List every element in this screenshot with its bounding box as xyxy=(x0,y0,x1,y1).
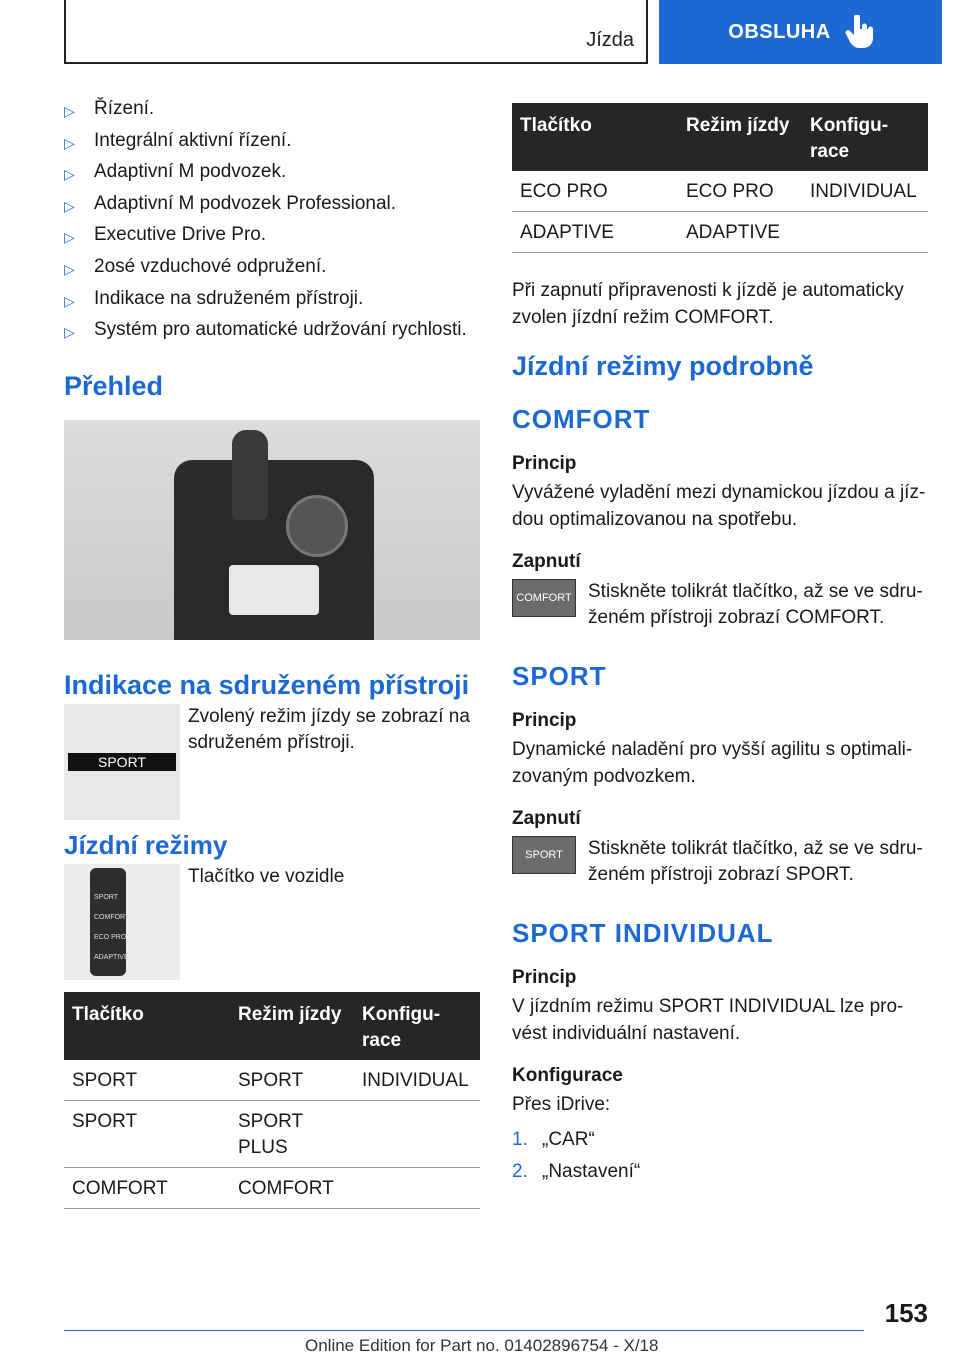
sport-individual-principle-text: V jízdním režimu SPORT INDIVIDUAL lze pro-vést individuální nastavení. xyxy=(512,996,904,1044)
table-header: Konfigu-race xyxy=(354,992,480,1060)
sport-button-image: SPORT xyxy=(512,836,576,874)
gear-selector-lever xyxy=(232,430,268,520)
modes-figure-row xyxy=(64,864,480,980)
comfort-principle-text: Vyvážené vyladění mezi dynamickou jízdou a jíz-dou optimalizovanou na spotřebu. xyxy=(512,482,926,530)
detail-heading: Jízdní režimy podrobně xyxy=(512,351,814,381)
list-item: ▷ Integrální aktivní řízení. xyxy=(64,128,480,160)
triangle-bullet-icon: ▷ xyxy=(64,292,75,309)
button-strip-labels: SPORT COMFORT ECO PRO ADAPTIVE xyxy=(94,893,130,961)
obsluha-tab[interactable] xyxy=(659,0,942,64)
table-header: Konfigu-race xyxy=(802,103,928,171)
triangle-bullet-icon: ▷ xyxy=(64,103,75,119)
table-row: SPORT SPORT PLUS xyxy=(64,1100,480,1167)
idrive-controller-knob xyxy=(286,495,348,557)
list-item: ▷ Systém pro automatické udržování rychlosti. xyxy=(64,317,480,349)
comfort-on-text: Stiskněte tolikrát tlačítko, až se ve sdru-ženém přístroji zobrazí COMFORT. xyxy=(588,581,923,628)
table-header: Tlačítko xyxy=(64,992,230,1060)
comfort-heading: COMFORT xyxy=(512,404,651,434)
sport-display-label: SPORT xyxy=(68,753,176,771)
list-item: ▷ Adaptivní M podvozek Professional. xyxy=(64,191,480,223)
config-steps xyxy=(512,1126,928,1190)
sport-on-row xyxy=(512,836,928,888)
intro-paragraph: Při zapnutí připravenosti k jízdě je automaticky zvolen jízdní režim COMFORT. xyxy=(512,280,904,328)
right-column xyxy=(512,103,928,1190)
modes-heading: Jízdní režimy xyxy=(64,829,228,860)
header-section-box xyxy=(64,0,648,64)
cluster-heading: Indikace na sdruženém přístroji xyxy=(64,669,470,700)
center-console-photo xyxy=(64,420,480,640)
list-item: ▷ Adaptivní M podvozek. xyxy=(64,159,480,191)
feature-list xyxy=(64,96,480,349)
table-header: Režim jízdy xyxy=(678,103,802,171)
obsluha-tab-label: OBSLUHA xyxy=(728,20,831,43)
modes-table-left xyxy=(64,992,480,1209)
table-header: Režim jízdy xyxy=(230,992,354,1060)
footer-edition-text: Online Edition for Part no. 01402896754 - X/18 xyxy=(305,1336,659,1355)
list-item: ▷ Executive Drive Pro. xyxy=(64,222,480,254)
modes-text: Tlačítko ve vozidle xyxy=(188,865,345,887)
modes-table-right xyxy=(512,103,928,253)
list-item: 2. „Nastavení“ xyxy=(512,1161,641,1182)
sport-principle-text: Dynamické naladění pro vyšší agilitu s optimali-zovaným podvozkem. xyxy=(512,739,913,787)
table-header: Tlačítko xyxy=(512,103,678,171)
sport-on-label: Zapnutí xyxy=(512,808,581,829)
cluster-display-image xyxy=(64,704,180,820)
comfort-principle-label: Princip xyxy=(512,453,577,474)
list-item: ▷ Indikace na sdruženém přístroji. xyxy=(64,286,480,318)
list-item: ▷ 2osé vzduchové odpružení. xyxy=(64,254,480,286)
drive-mode-buttons xyxy=(229,565,319,615)
triangle-bullet-icon: ▷ xyxy=(64,166,75,183)
table-row: COMFORT COMFORT xyxy=(64,1167,480,1208)
left-column xyxy=(64,96,480,1209)
triangle-bullet-icon: ▷ xyxy=(64,260,75,277)
list-item: ▷ Řízení. xyxy=(64,96,480,128)
comfort-button-image: COMFORT xyxy=(512,579,576,617)
triangle-bullet-icon: ▷ xyxy=(64,197,75,214)
triangle-bullet-icon: ▷ xyxy=(64,134,75,151)
sport-on-text: Stiskněte tolikrát tlačítko, až se ve sdru-ženém přístroji zobrazí SPORT. xyxy=(588,838,923,885)
config-via-text: Přes iDrive: xyxy=(512,1094,611,1115)
page-number: 153 xyxy=(884,1298,928,1328)
comfort-on-row xyxy=(512,579,928,631)
hand-pointer-icon xyxy=(845,15,873,49)
triangle-bullet-icon: ▷ xyxy=(64,324,75,341)
cluster-text: Zvolený režim jízdy se zobrazí na sdruženém přístroji. xyxy=(188,705,470,753)
table-row: ADAPTIVE ADAPTIVE xyxy=(512,212,928,253)
mode-buttons-image xyxy=(64,864,180,980)
sport-individual-principle-label: Princip xyxy=(512,967,577,988)
table-row: SPORT SPORT INDIVIDUAL xyxy=(64,1060,480,1101)
triangle-bullet-icon: ▷ xyxy=(64,229,75,246)
list-item: 1. „CAR“ xyxy=(512,1129,595,1150)
sport-individual-heading: SPORT INDIVIDUAL xyxy=(512,918,774,948)
comfort-on-label: Zapnutí xyxy=(512,551,581,572)
sport-heading: SPORT xyxy=(512,661,607,691)
footer-divider xyxy=(64,1330,864,1331)
sport-principle-label: Princip xyxy=(512,710,577,731)
table-row: ECO PRO ECO PRO INDIVIDUAL xyxy=(512,171,928,212)
section-title: Jízda xyxy=(586,29,634,51)
config-label: Konfigurace xyxy=(512,1065,623,1086)
cluster-figure-row xyxy=(64,704,480,820)
overview-heading: Přehled xyxy=(64,370,164,401)
